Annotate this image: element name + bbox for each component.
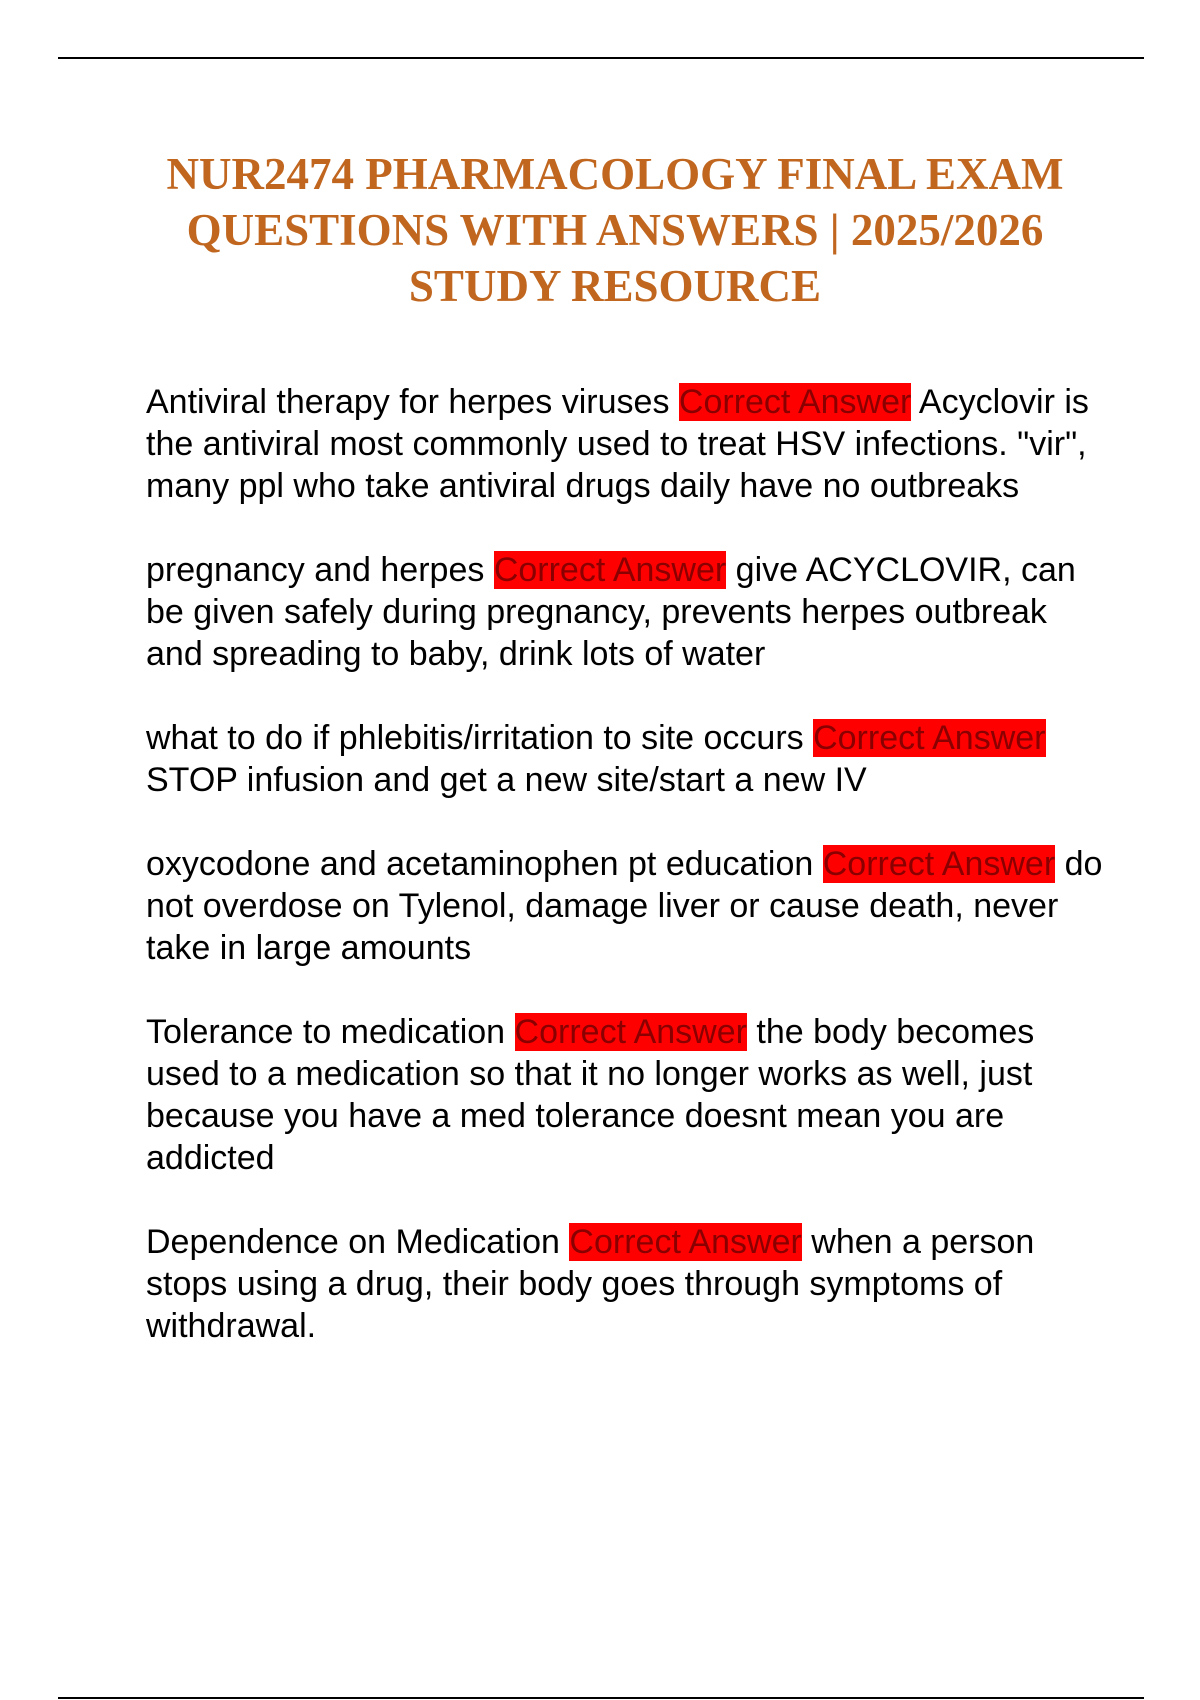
correct-answer-label: Correct Answer — [822, 845, 1056, 883]
question-text: Dependence on Medication — [146, 1223, 560, 1261]
bottom-rule — [58, 1697, 1144, 1699]
qa-list — [146, 381, 1106, 1389]
answer-text: give ACYCLOVIR, can be given safely during pregnancy, prevents herpes outbreak and spreading to baby, drink lots of water — [146, 551, 1076, 673]
correct-answer-label: Correct Answer — [514, 1013, 747, 1051]
qa-item — [146, 1221, 1106, 1347]
correct-answer-label: Correct Answer — [569, 1223, 802, 1261]
answer-text: do not overdose on Tylenol, damage liver or cause death, never take in large amounts — [146, 845, 1103, 967]
correct-answer-label: Correct Answer — [678, 383, 912, 421]
qa-item — [146, 549, 1106, 675]
question-text: what to do if phlebitis/irritation to site occurs — [146, 719, 804, 757]
qa-item — [146, 381, 1106, 507]
question-text: pregnancy and herpes — [146, 551, 485, 589]
answer-text: STOP infusion and get a new site/start a new IV — [146, 761, 867, 799]
top-rule — [58, 57, 1144, 59]
qa-item — [146, 1011, 1106, 1179]
question-text: oxycodone and acetaminophen pt education — [146, 845, 814, 883]
qa-item — [146, 717, 1106, 801]
question-text: Tolerance to medication — [146, 1013, 506, 1051]
answer-text: Acyclovir is the antiviral most commonly used to treat HSV infections. "vir", many ppl who take antiviral drugs daily have no outbreaks — [146, 383, 1089, 505]
correct-answer-label: Correct Answer — [813, 719, 1046, 757]
question-text: Antiviral therapy for herpes viruses — [146, 383, 670, 421]
correct-answer-label: Correct Answer — [493, 551, 727, 589]
document-title: NUR2474 PHARMACOLOGY FINAL EXAM QUESTIONS WITH ANSWERS | 2025/2026 STUDY RESOURCE — [166, 149, 1064, 311]
qa-item — [146, 843, 1106, 969]
answer-text: the body becomes used to a medication so that it no longer works as well, just because you have a med tolerance doesnt mean you are addicted — [146, 1013, 1035, 1177]
answer-text: when a person stops using a drug, their body goes through symptoms of withdrawal. — [146, 1223, 1035, 1345]
